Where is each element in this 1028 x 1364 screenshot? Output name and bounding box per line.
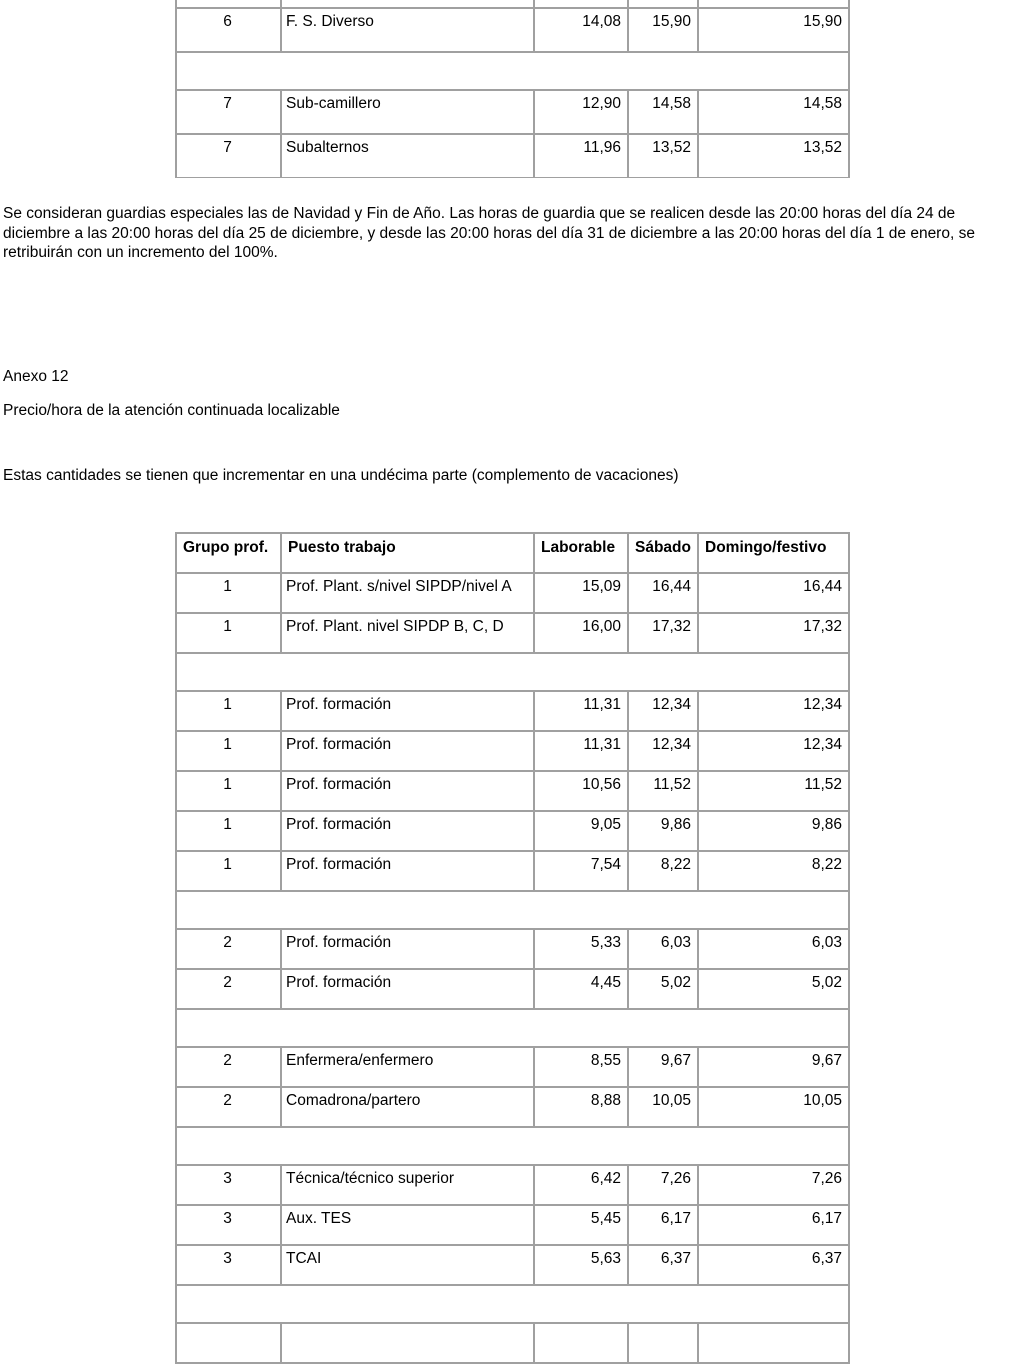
table-row xyxy=(176,613,849,653)
cell-domingo: 10,05 xyxy=(698,1087,849,1127)
cell-puesto: Prof. formación xyxy=(281,771,534,811)
cell-laborable: 16,00 xyxy=(534,613,628,653)
cell-grupo: 7 xyxy=(176,90,281,134)
header-row xyxy=(176,533,849,573)
cell-sabado: 15,90 xyxy=(628,8,698,52)
cell-laborable: 14,08 xyxy=(534,8,628,52)
cell-sabado: 9,86 xyxy=(628,811,698,851)
table-row xyxy=(176,573,849,613)
cell-sabado: 6,03 xyxy=(628,929,698,969)
cell-laborable: 8,55 xyxy=(534,1047,628,1087)
cell-domingo: 14,58 xyxy=(698,90,849,134)
table-row xyxy=(176,969,849,1009)
cell-grupo: 3 xyxy=(176,1205,281,1245)
separator-cell xyxy=(176,653,849,691)
cell-puesto: Prof. formación xyxy=(281,731,534,771)
cell-grupo: 1 xyxy=(176,691,281,731)
cell-puesto: Prof. formación xyxy=(281,691,534,731)
cell-grupo: 1 xyxy=(176,613,281,653)
cell-domingo: 9,86 xyxy=(698,811,849,851)
separator-row xyxy=(176,52,849,90)
table-row xyxy=(176,1087,849,1127)
cell-grupo: 7 xyxy=(176,134,281,178)
table-row xyxy=(176,134,849,178)
cell-laborable: 11,31 xyxy=(534,731,628,771)
cell-sabado: 5,02 xyxy=(628,969,698,1009)
cell-laborable: 15,09 xyxy=(534,573,628,613)
cell-puesto xyxy=(281,1323,534,1363)
cell-laborable: 12,90 xyxy=(534,90,628,134)
table-row xyxy=(176,1047,849,1087)
anexo-heading: Anexo 12 xyxy=(3,367,69,385)
top-table xyxy=(175,0,850,178)
cell-grupo: 6 xyxy=(176,8,281,52)
cell-laborable: 5,45 xyxy=(534,1205,628,1245)
cell-sabado xyxy=(628,1323,698,1363)
table-row xyxy=(176,1245,849,1285)
cell-sabado: 6,17 xyxy=(628,1205,698,1245)
column-header-puesto: Puesto trabajo xyxy=(281,533,534,573)
cell-domingo: 11,52 xyxy=(698,771,849,811)
table-row xyxy=(176,1323,849,1363)
column-header-domingo: Domingo/festivo xyxy=(698,533,849,573)
table-row xyxy=(176,8,849,52)
cell-domingo: 12,34 xyxy=(698,731,849,771)
cell-laborable: 4,45 xyxy=(534,969,628,1009)
cell-puesto: Prof. formación xyxy=(281,929,534,969)
vacaciones-note: Estas cantidades se tienen que incrementar en una undécima parte (complemento de vacaciones) xyxy=(3,466,679,484)
cell-laborable: 10,56 xyxy=(534,771,628,811)
cell-grupo xyxy=(176,0,281,8)
separator-row xyxy=(176,891,849,929)
cell-domingo: 6,03 xyxy=(698,929,849,969)
cell-grupo: 1 xyxy=(176,771,281,811)
cell-puesto: Prof. Plant. nivel SIPDP B, C, D xyxy=(281,613,534,653)
cell-laborable: 5,63 xyxy=(534,1245,628,1285)
cell-puesto: Técnica/técnico superior xyxy=(281,1165,534,1205)
cell-puesto: Prof. formación xyxy=(281,851,534,891)
cell-puesto: Enfermera/enfermero xyxy=(281,1047,534,1087)
cell-laborable: 8,88 xyxy=(534,1087,628,1127)
cell-sabado: 7,26 xyxy=(628,1165,698,1205)
separator-row xyxy=(176,1127,849,1165)
cell-domingo: 9,67 xyxy=(698,1047,849,1087)
separator-cell xyxy=(176,1285,849,1323)
cell-laborable: 7,54 xyxy=(534,851,628,891)
cell-grupo: 2 xyxy=(176,1087,281,1127)
cell-grupo: 2 xyxy=(176,1047,281,1087)
column-header-grupo: Grupo prof. xyxy=(176,533,281,573)
table-row xyxy=(176,0,849,8)
cell-sabado xyxy=(628,0,698,8)
cell-puesto xyxy=(281,0,534,8)
cell-grupo: 1 xyxy=(176,811,281,851)
cell-grupo: 2 xyxy=(176,929,281,969)
cell-sabado: 13,52 xyxy=(628,134,698,178)
table-row xyxy=(176,90,849,134)
cell-sabado: 6,37 xyxy=(628,1245,698,1285)
cell-sabado: 16,44 xyxy=(628,573,698,613)
cell-grupo: 1 xyxy=(176,851,281,891)
cell-grupo: 3 xyxy=(176,1165,281,1205)
special-guards-paragraph: Se consideran guardias especiales las de Navidad y Fin de Año. Las horas de guardia que se realicen desde las 20:00 horas del día 24 de diciembre a las 20:00 horas del día 25 de diciembre, y desde las 20:00 horas del día 31 de diciembre a las 20:00 horas del día 1 de enero, se retribuirán con un incremento del 100%. xyxy=(3,205,975,261)
separator-cell xyxy=(176,1009,849,1047)
cell-grupo: 1 xyxy=(176,573,281,613)
cell-grupo: 1 xyxy=(176,731,281,771)
cell-domingo: 6,17 xyxy=(698,1205,849,1245)
cell-sabado: 14,58 xyxy=(628,90,698,134)
cell-puesto: Prof. formación xyxy=(281,969,534,1009)
cell-laborable: 5,33 xyxy=(534,929,628,969)
separator-row xyxy=(176,653,849,691)
cell-sabado: 8,22 xyxy=(628,851,698,891)
table-row xyxy=(176,851,849,891)
cell-domingo: 12,34 xyxy=(698,691,849,731)
anexo-subtitle: Precio/hora de la atención continuada localizable xyxy=(3,402,340,419)
cell-puesto: Sub-camillero xyxy=(281,90,534,134)
cell-puesto: Prof. Plant. s/nivel SIPDP/nivel A xyxy=(281,573,534,613)
cell-laborable: 9,05 xyxy=(534,811,628,851)
cell-puesto: Subalternos xyxy=(281,134,534,178)
cell-sabado: 9,67 xyxy=(628,1047,698,1087)
cell-sabado: 12,34 xyxy=(628,691,698,731)
cell-grupo xyxy=(176,1323,281,1363)
cell-puesto: TCAI xyxy=(281,1245,534,1285)
top-table-clip xyxy=(0,0,1028,178)
cell-laborable xyxy=(534,1323,628,1363)
cell-laborable: 11,96 xyxy=(534,134,628,178)
cell-grupo: 2 xyxy=(176,969,281,1009)
cell-sabado: 12,34 xyxy=(628,731,698,771)
table-row xyxy=(176,691,849,731)
cell-domingo: 17,32 xyxy=(698,613,849,653)
cell-domingo: 5,02 xyxy=(698,969,849,1009)
table-row xyxy=(176,1205,849,1245)
cell-puesto: F. S. Diverso xyxy=(281,8,534,52)
cell-laborable: 11,31 xyxy=(534,691,628,731)
cell-puesto: Aux. TES xyxy=(281,1205,534,1245)
table-row xyxy=(176,1165,849,1205)
cell-puesto: Comadrona/partero xyxy=(281,1087,534,1127)
cell-laborable: 6,42 xyxy=(534,1165,628,1205)
cell-domingo: 7,26 xyxy=(698,1165,849,1205)
cell-domingo: 15,90 xyxy=(698,8,849,52)
table-row xyxy=(176,771,849,811)
main-table xyxy=(175,532,850,1364)
column-header-laborable: Laborable xyxy=(534,533,628,573)
cell-laborable xyxy=(534,0,628,8)
cell-domingo: 8,22 xyxy=(698,851,849,891)
cell-domingo: 6,37 xyxy=(698,1245,849,1285)
table-row xyxy=(176,731,849,771)
separator-cell xyxy=(176,52,849,90)
cell-grupo: 3 xyxy=(176,1245,281,1285)
cell-domingo: 16,44 xyxy=(698,573,849,613)
cell-sabado: 10,05 xyxy=(628,1087,698,1127)
cell-domingo: 13,52 xyxy=(698,134,849,178)
cell-domingo xyxy=(698,0,849,8)
separator-cell xyxy=(176,1127,849,1165)
cell-domingo xyxy=(698,1323,849,1363)
cell-puesto: Prof. formación xyxy=(281,811,534,851)
table-row xyxy=(176,929,849,969)
separator-row xyxy=(176,1285,849,1323)
separator-cell xyxy=(176,891,849,929)
separator-row xyxy=(176,1009,849,1047)
cell-sabado: 17,32 xyxy=(628,613,698,653)
cell-sabado: 11,52 xyxy=(628,771,698,811)
column-header-sabado: Sábado xyxy=(628,533,698,573)
table-row xyxy=(176,811,849,851)
